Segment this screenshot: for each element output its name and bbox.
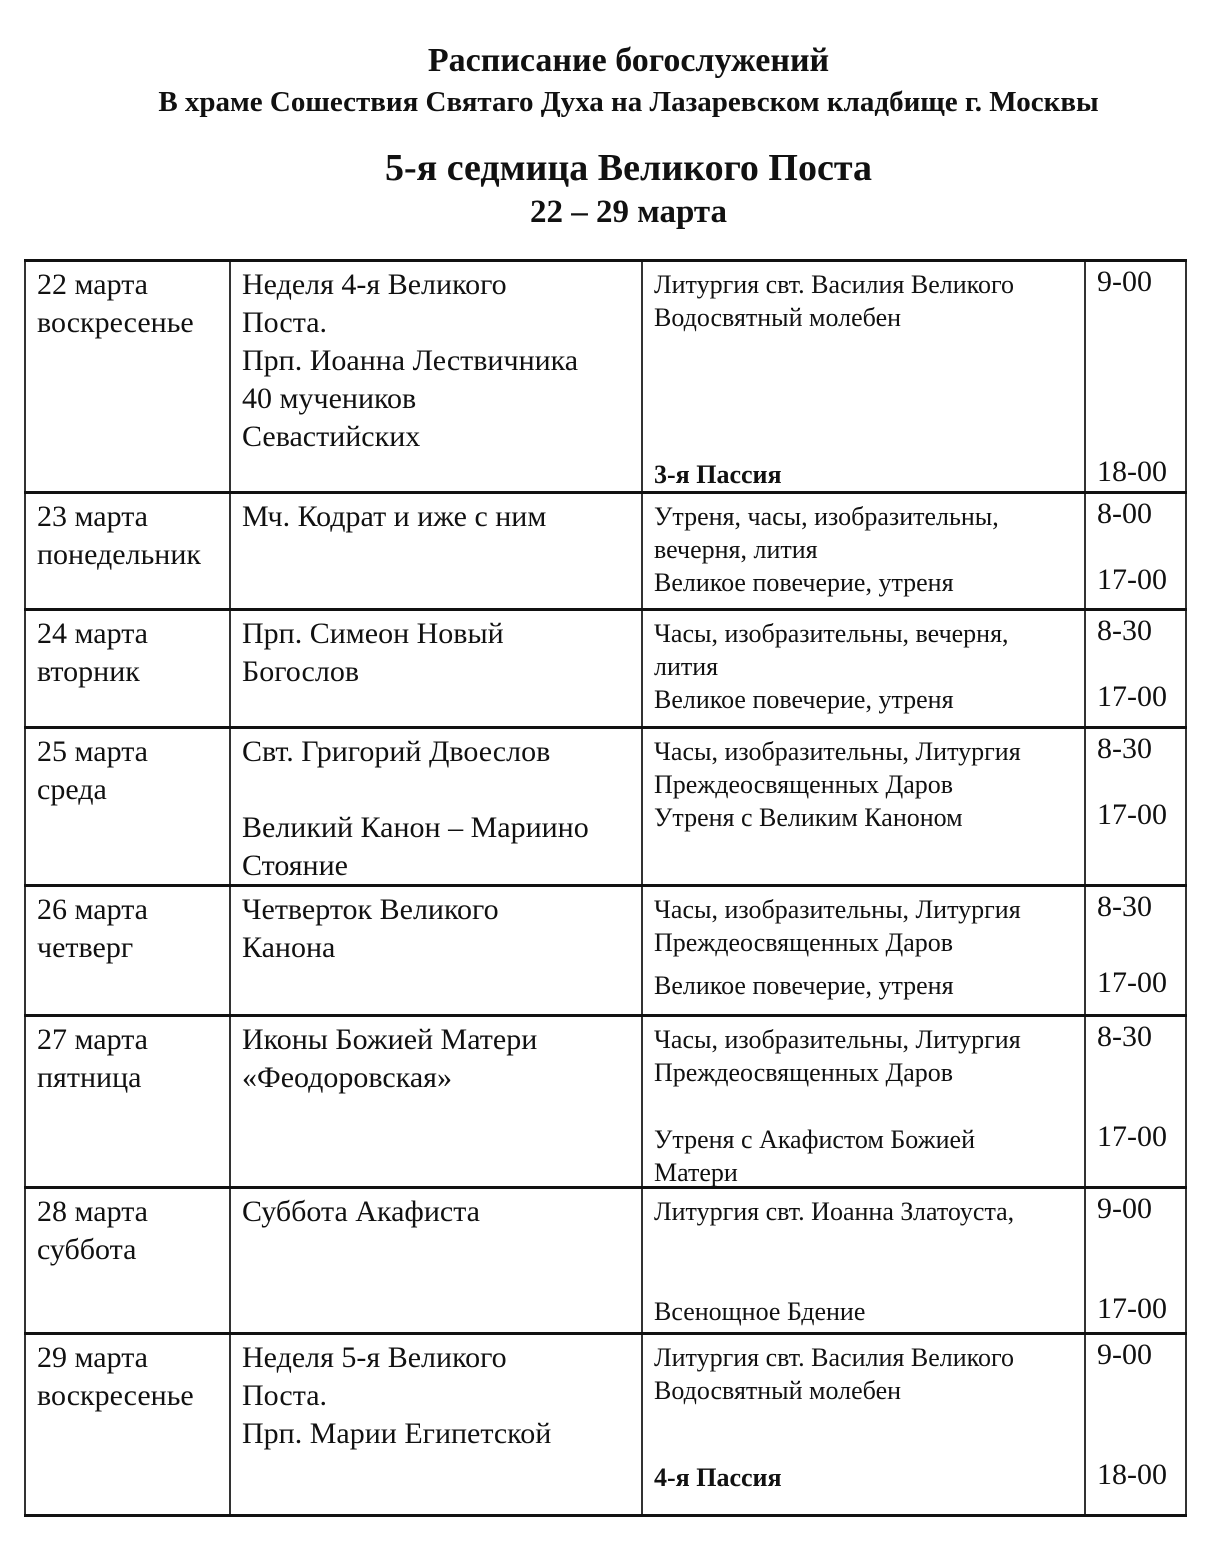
column-divider xyxy=(24,1189,26,1332)
service-line: Утреня, часы, изобразительны, xyxy=(654,502,999,531)
column-divider xyxy=(229,611,231,726)
weekday-text: четверг xyxy=(37,931,134,964)
column-divider xyxy=(641,729,643,884)
feast-line: Великий Канон – Мариино xyxy=(242,811,589,844)
feast-line: Неделя 4-я Великого xyxy=(242,268,507,301)
service-line: Матери xyxy=(654,1158,738,1187)
service-name xyxy=(654,566,954,599)
weekday-text: пятница xyxy=(37,1061,142,1094)
service-line: Преждеосвященных Даров xyxy=(654,1058,954,1087)
table-row xyxy=(24,259,1187,491)
column-divider xyxy=(229,729,231,884)
week-title: 5-я седмица Великого Поста xyxy=(385,147,872,189)
column-divider xyxy=(24,887,26,1014)
service-line: Великое повечерие, утреня xyxy=(654,685,954,714)
column-divider xyxy=(1084,1335,1086,1514)
feast-line: Богослов xyxy=(242,655,359,688)
column-divider xyxy=(641,262,643,491)
date-cell xyxy=(37,1193,148,1269)
date-text: 29 марта xyxy=(37,1341,148,1374)
date-text: 25 марта xyxy=(37,735,148,768)
column-divider xyxy=(1185,611,1187,726)
feast-line: Мч. Кодрат и иже с ним xyxy=(242,500,547,533)
column-divider xyxy=(1084,262,1086,491)
service-line: Водосвятный молебен xyxy=(654,303,902,332)
feast-cell xyxy=(242,733,589,885)
service-time: 17-00 xyxy=(1097,1292,1167,1325)
church-name: В храме Сошествия Святаго Духа на Лазаревском кладбище г. Москвы xyxy=(158,86,1099,118)
service-name xyxy=(654,268,1014,334)
column-divider xyxy=(229,262,231,491)
feast-cell xyxy=(242,266,578,456)
service-line: 4-я Пассия xyxy=(654,1463,782,1492)
feast-line: Поста. xyxy=(242,1379,328,1412)
weekday-text: суббота xyxy=(37,1233,137,1266)
service-time: 17-00 xyxy=(1097,1120,1167,1153)
service-line: вечерня, лития xyxy=(654,535,818,564)
column-divider xyxy=(24,1335,26,1514)
feast-line: Стояние xyxy=(242,849,348,882)
feast-line: Иконы Божией Матери xyxy=(242,1023,538,1056)
service-line: Водосвятный молебен xyxy=(654,1376,902,1405)
service-time: 18-00 xyxy=(1097,1458,1167,1491)
service-line: Часы, изобразительны, вечерня, xyxy=(654,619,1009,648)
service-name xyxy=(654,458,782,491)
column-divider xyxy=(1084,729,1086,884)
column-divider xyxy=(1185,494,1187,608)
weekday-text: воскресенье xyxy=(37,1379,194,1412)
column-divider xyxy=(641,1335,643,1514)
service-time: 9-00 xyxy=(1097,265,1152,298)
column-divider xyxy=(1185,729,1187,884)
date-text: 22 марта xyxy=(37,268,148,301)
service-name xyxy=(654,801,963,834)
feast-line: Прп. Марии Египетской xyxy=(242,1417,552,1450)
service-line: Литургия свт. Василия Великого xyxy=(654,270,1014,299)
date-cell xyxy=(37,615,148,691)
feast-line: Прп. Симеон Новый xyxy=(242,617,504,650)
date-cell xyxy=(37,498,201,574)
date-cell xyxy=(37,1339,194,1415)
weekday-text: понедельник xyxy=(37,538,201,571)
service-time: 9-00 xyxy=(1097,1338,1152,1371)
service-line: Часы, изобразительны, Литургия xyxy=(654,1025,1021,1054)
service-time: 8-30 xyxy=(1097,614,1152,647)
service-line: Утреня с Великим Каноном xyxy=(654,803,963,832)
date-cell xyxy=(37,1021,148,1097)
feast-line: Прп. Иоанна Лествичника xyxy=(242,344,579,377)
service-time: 8-30 xyxy=(1097,732,1152,765)
weekday-text: среда xyxy=(37,773,107,806)
feast-line: Четверток Великого xyxy=(242,893,499,926)
service-line: Всенощное Бдение xyxy=(654,1297,866,1326)
service-time: 17-00 xyxy=(1097,563,1167,596)
column-divider xyxy=(229,1017,231,1186)
service-line: 3-я Пассия xyxy=(654,460,782,489)
date-cell xyxy=(37,891,148,967)
service-name xyxy=(654,1123,975,1189)
feast-line: 40 мучеников xyxy=(242,382,417,415)
column-divider xyxy=(24,1017,26,1186)
service-line: лития xyxy=(654,652,719,681)
date-range: 22 – 29 марта xyxy=(529,194,728,230)
service-name xyxy=(654,500,999,566)
feast-line: Суббота Акафиста xyxy=(242,1195,480,1228)
column-divider xyxy=(229,1335,231,1514)
feast-cell xyxy=(242,891,499,967)
date-text: 27 марта xyxy=(37,1023,148,1056)
column-divider xyxy=(229,1189,231,1332)
table-row xyxy=(24,884,1187,1014)
feast-cell xyxy=(242,498,546,536)
schedule-title: Расписание богослужений xyxy=(427,42,830,79)
column-divider xyxy=(24,494,26,608)
table-row xyxy=(24,1186,1187,1332)
service-line: Литургия свт. Василия Великого xyxy=(654,1343,1014,1372)
service-name xyxy=(654,969,954,1002)
service-line: Часы, изобразительны, Литургия xyxy=(654,895,1021,924)
service-time: 8-30 xyxy=(1097,890,1152,923)
column-divider xyxy=(24,729,26,884)
service-name xyxy=(654,683,954,716)
column-divider xyxy=(1084,1017,1086,1186)
feast-line: Неделя 5-я Великого xyxy=(242,1341,507,1374)
table-row xyxy=(24,1014,1187,1186)
date-text: 28 марта xyxy=(37,1195,148,1228)
service-name xyxy=(654,1341,1014,1407)
date-text: 26 марта xyxy=(37,893,148,926)
column-divider xyxy=(1084,1189,1086,1332)
column-divider xyxy=(1185,262,1187,491)
table-row xyxy=(24,491,1187,608)
feast-line: Канона xyxy=(242,931,336,964)
column-divider xyxy=(229,887,231,1014)
service-name xyxy=(654,1461,782,1494)
service-name xyxy=(654,893,1021,959)
column-divider xyxy=(641,1189,643,1332)
date-text: 24 марта xyxy=(37,617,148,650)
feast-line: Севастийских xyxy=(242,420,421,453)
feast-cell xyxy=(242,1339,551,1453)
column-divider xyxy=(1185,1335,1187,1514)
service-time: 17-00 xyxy=(1097,966,1167,999)
column-divider xyxy=(1084,887,1086,1014)
weekday-text: вторник xyxy=(37,655,140,688)
service-line: Литургия свт. Иоанна Златоуста, xyxy=(654,1197,1015,1226)
column-divider xyxy=(1185,887,1187,1014)
feast-line: Свт. Григорий Двоеслов xyxy=(242,735,551,768)
column-divider xyxy=(1084,494,1086,608)
service-name xyxy=(654,1023,1021,1089)
service-line: Великое повечерие, утреня xyxy=(654,568,954,597)
column-divider xyxy=(641,494,643,608)
service-name xyxy=(654,1195,1014,1228)
feast-line: Поста. xyxy=(242,306,328,339)
service-name xyxy=(654,1295,865,1328)
date-cell xyxy=(37,266,194,342)
service-time: 17-00 xyxy=(1097,798,1167,831)
service-line: Преждеосвященных Даров xyxy=(654,928,954,957)
column-divider xyxy=(229,494,231,608)
column-divider xyxy=(24,611,26,726)
weekday-text: воскресенье xyxy=(37,306,194,339)
column-divider xyxy=(641,611,643,726)
service-time: 8-00 xyxy=(1097,497,1152,530)
feast-cell xyxy=(242,1193,480,1231)
column-divider xyxy=(1084,611,1086,726)
column-divider xyxy=(1185,1017,1187,1186)
column-divider xyxy=(1185,1189,1187,1332)
service-name xyxy=(654,617,1009,683)
service-time: 8-30 xyxy=(1097,1020,1152,1053)
feast-line: «Феодоровская» xyxy=(242,1061,452,1094)
service-time: 9-00 xyxy=(1097,1192,1152,1225)
table-row xyxy=(24,1332,1187,1517)
service-line: Преждеосвященных Даров xyxy=(654,770,954,799)
service-line: Часы, изобразительны, Литургия xyxy=(654,737,1021,766)
service-time: 17-00 xyxy=(1097,680,1167,713)
table-row xyxy=(24,608,1187,726)
column-divider xyxy=(641,1017,643,1186)
service-time: 18-00 xyxy=(1097,455,1167,488)
feast-line xyxy=(242,771,589,809)
schedule-table xyxy=(24,259,1187,1517)
feast-cell xyxy=(242,615,504,691)
service-line: Великое повечерие, утреня xyxy=(654,971,954,1000)
feast-cell xyxy=(242,1021,537,1097)
date-text: 23 марта xyxy=(37,500,148,533)
column-divider xyxy=(641,887,643,1014)
table-row xyxy=(24,726,1187,884)
service-line: Утреня с Акафистом Божией xyxy=(654,1125,975,1154)
service-name xyxy=(654,735,1021,801)
column-divider xyxy=(24,262,26,491)
date-cell xyxy=(37,733,148,809)
